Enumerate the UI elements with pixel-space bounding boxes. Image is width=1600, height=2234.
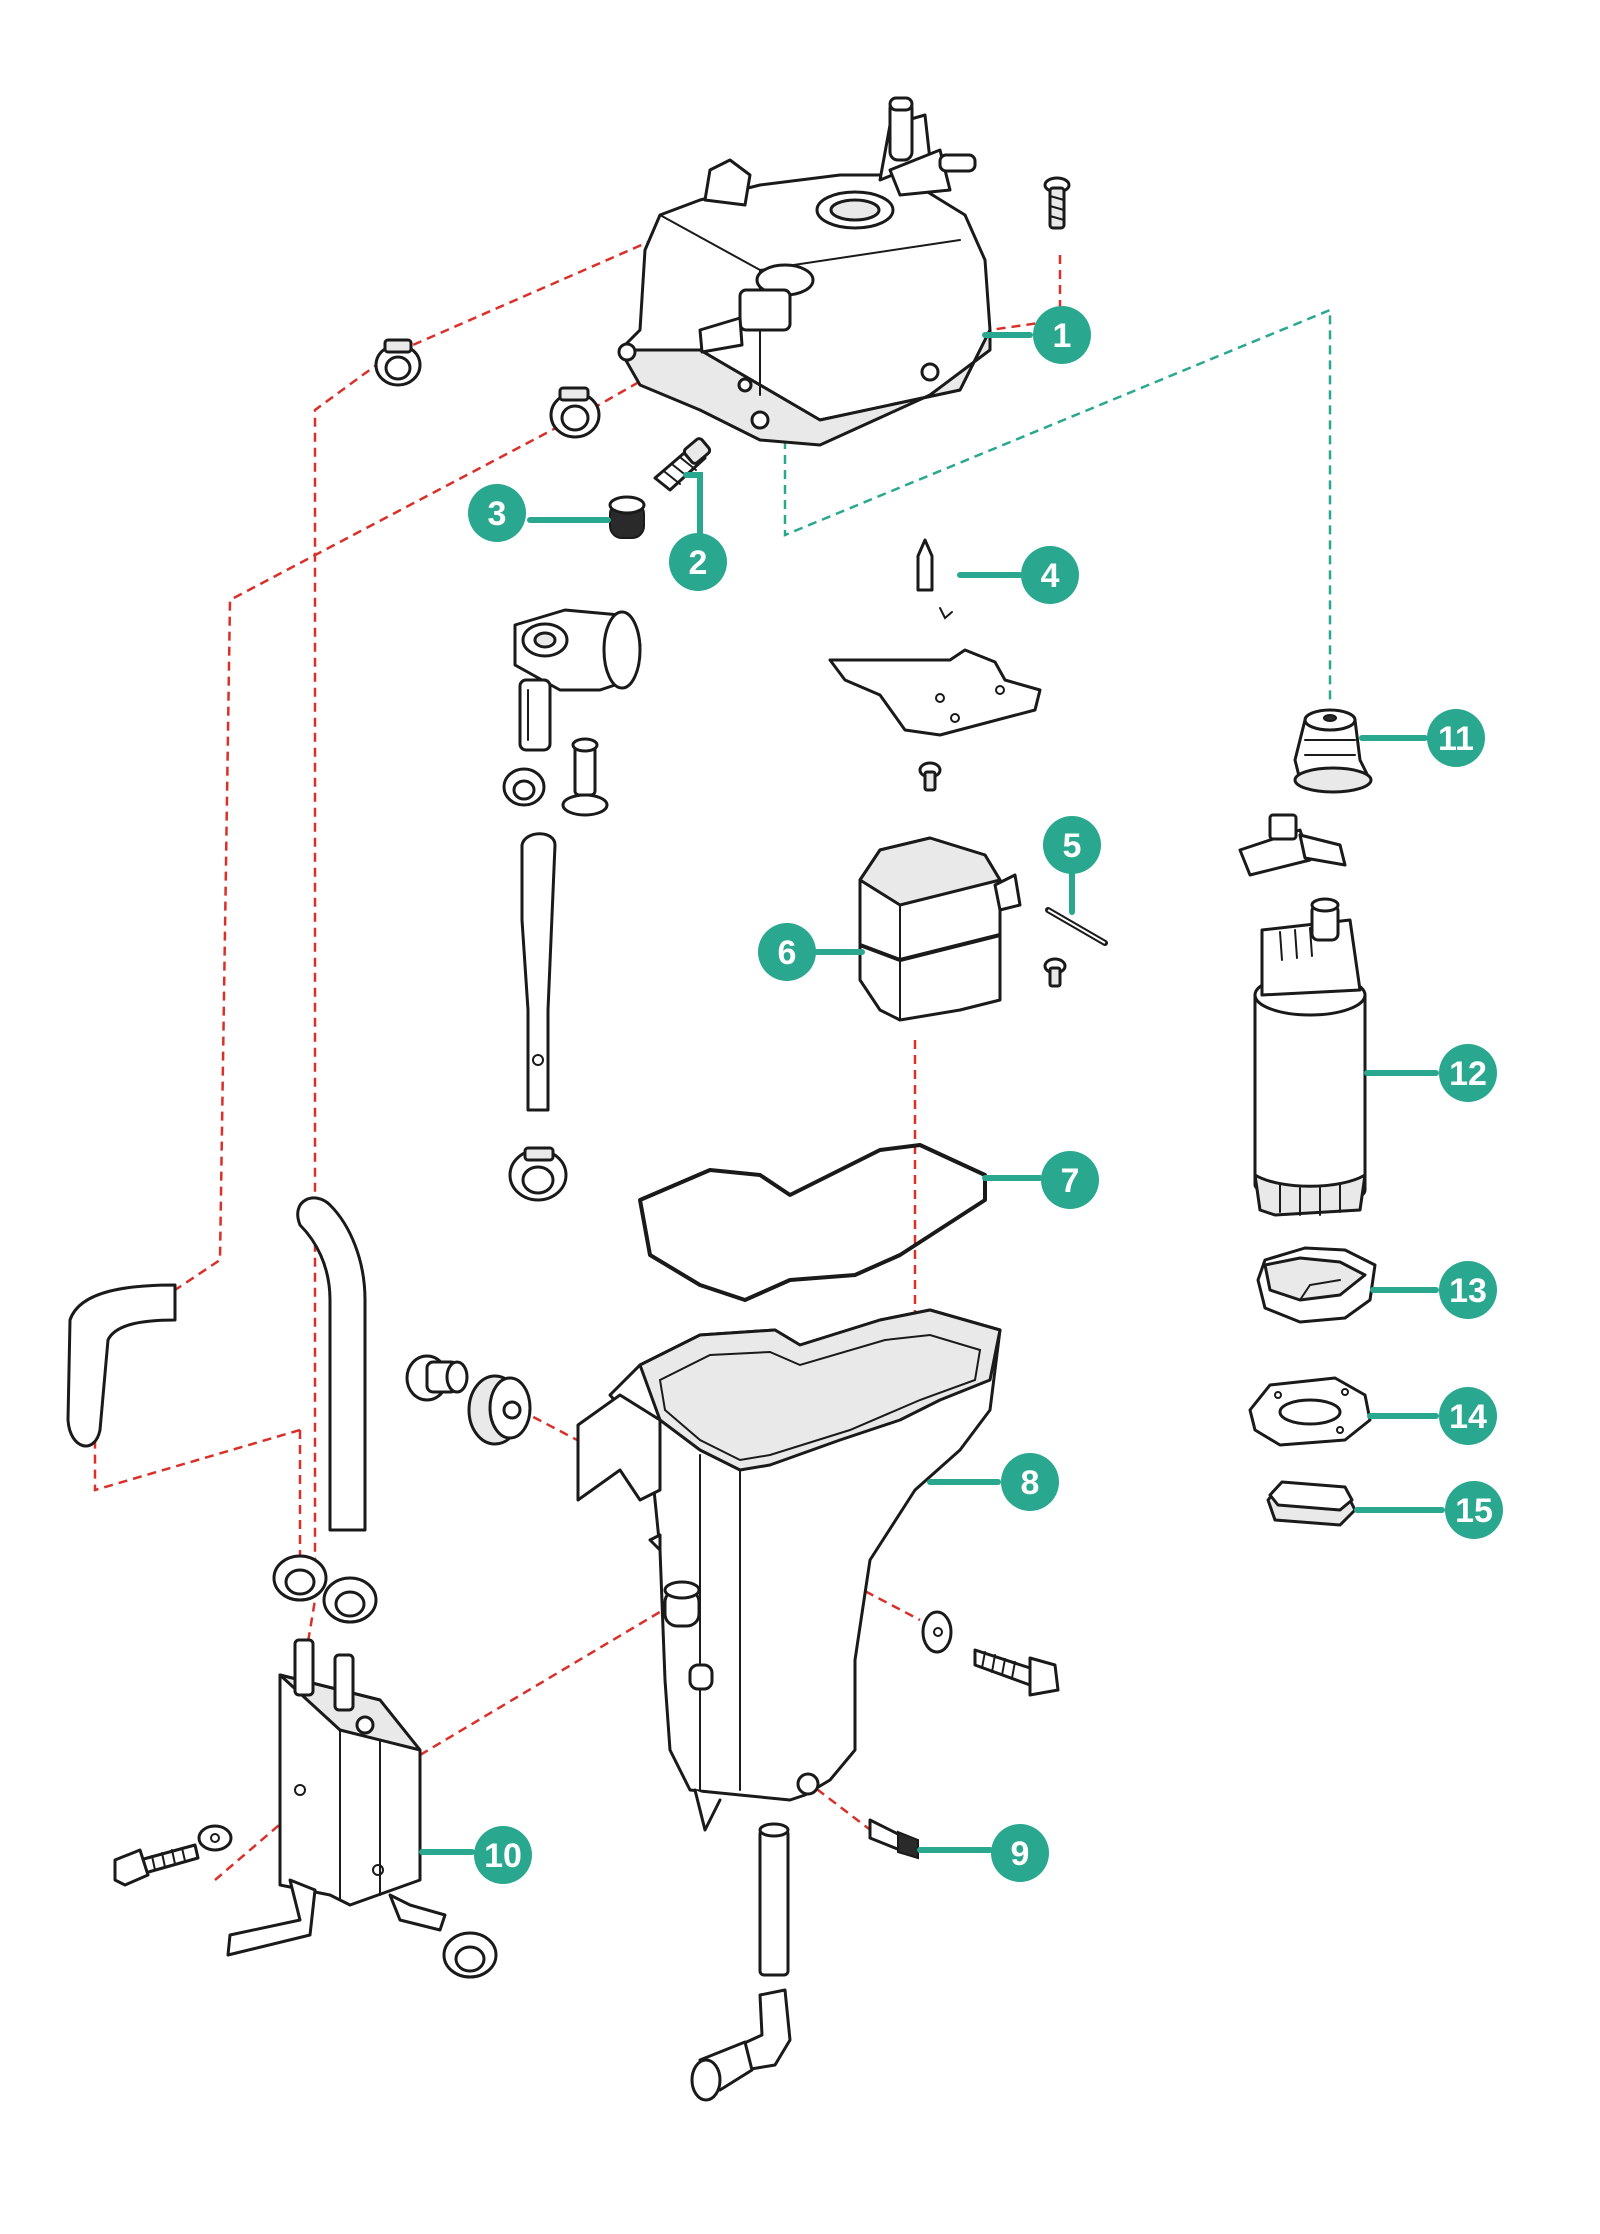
callout-13 [1373,1261,1497,1319]
regulator-valve [515,610,640,750]
screw-top [1045,178,1069,228]
part-housing [578,1310,1000,1830]
callout-12-label: 12 [1449,1055,1487,1093]
callout-10-label: 10 [484,1837,522,1875]
hose-vertical [298,1198,365,1530]
clamp-valve [504,769,544,805]
valve-pin [563,739,607,815]
part-bracket [228,1640,445,1955]
red-guide-line-3 [160,330,730,1300]
part-gasket [640,1145,985,1300]
callout-14-label: 14 [1449,1398,1487,1436]
clamp-bracket-2 [324,1578,376,1622]
small-screw-1 [920,763,940,790]
clamp-cover-1 [376,340,420,385]
callout-15 [1357,1481,1503,1539]
callout-6 [758,923,862,981]
part-cap [610,497,644,538]
part-plate [1250,1378,1370,1445]
callout-10 [422,1826,532,1884]
bolt-right [975,1650,1058,1695]
washer-right [923,1612,951,1652]
callout-8 [930,1453,1059,1511]
callout-11 [1362,709,1485,767]
callout-3-label: 3 [487,495,507,533]
part-float [860,838,1020,1020]
pipe-vertical [522,834,555,1110]
hose-curved [68,1285,175,1446]
callout-14 [1370,1387,1497,1445]
elbow-bottom [692,1990,790,2100]
callout-9-label: 9 [1010,1835,1030,1873]
callout-2-label: 2 [688,544,708,582]
callout-4-label: 4 [1040,557,1060,595]
part-pin [918,540,952,618]
part-rod [1048,910,1105,943]
part-pump-holder [1258,1248,1375,1322]
red-guide-line-4 [95,1320,300,1490]
callout-15-label: 15 [1455,1492,1493,1530]
pump-connector [1240,815,1345,875]
callout-11-label: 11 [1438,720,1474,758]
part-drain-screw [870,1820,918,1858]
callout-7 [985,1151,1099,1209]
bracket-plate [830,650,1040,735]
clamp-pipe [510,1148,566,1200]
callout-3 [468,484,608,542]
callout-2 [669,475,727,591]
red-guide-line-7 [420,1600,680,1755]
clamp-bracket-1 [274,1556,326,1600]
callout-12 [1367,1044,1497,1102]
bolt-left [115,1845,198,1885]
clamp-bracket-3 [444,1933,496,1977]
callout-8-label: 8 [1020,1464,1040,1502]
callout-1-label: 1 [1052,317,1072,355]
callout-4 [960,546,1079,604]
part-seal [1268,1482,1355,1525]
part-fuel-pump [1255,899,1365,1215]
part-cover [619,98,990,445]
callout-1 [985,306,1091,364]
pipe-bottom [760,1824,788,1975]
callout-9 [920,1824,1049,1882]
grommet-left-2 [469,1376,530,1444]
callout-7-label: 7 [1060,1162,1080,1200]
small-screw-2 [1045,959,1065,986]
washer-left [199,1826,231,1850]
part-grommet [1295,710,1371,792]
callout-5-label: 5 [1062,827,1082,865]
grommet-left-1 [407,1356,467,1400]
callout-13-label: 13 [1449,1272,1487,1310]
callout-6-label: 6 [777,934,797,972]
clamp-cover-2 [551,388,599,437]
callout-5 [1043,816,1101,912]
